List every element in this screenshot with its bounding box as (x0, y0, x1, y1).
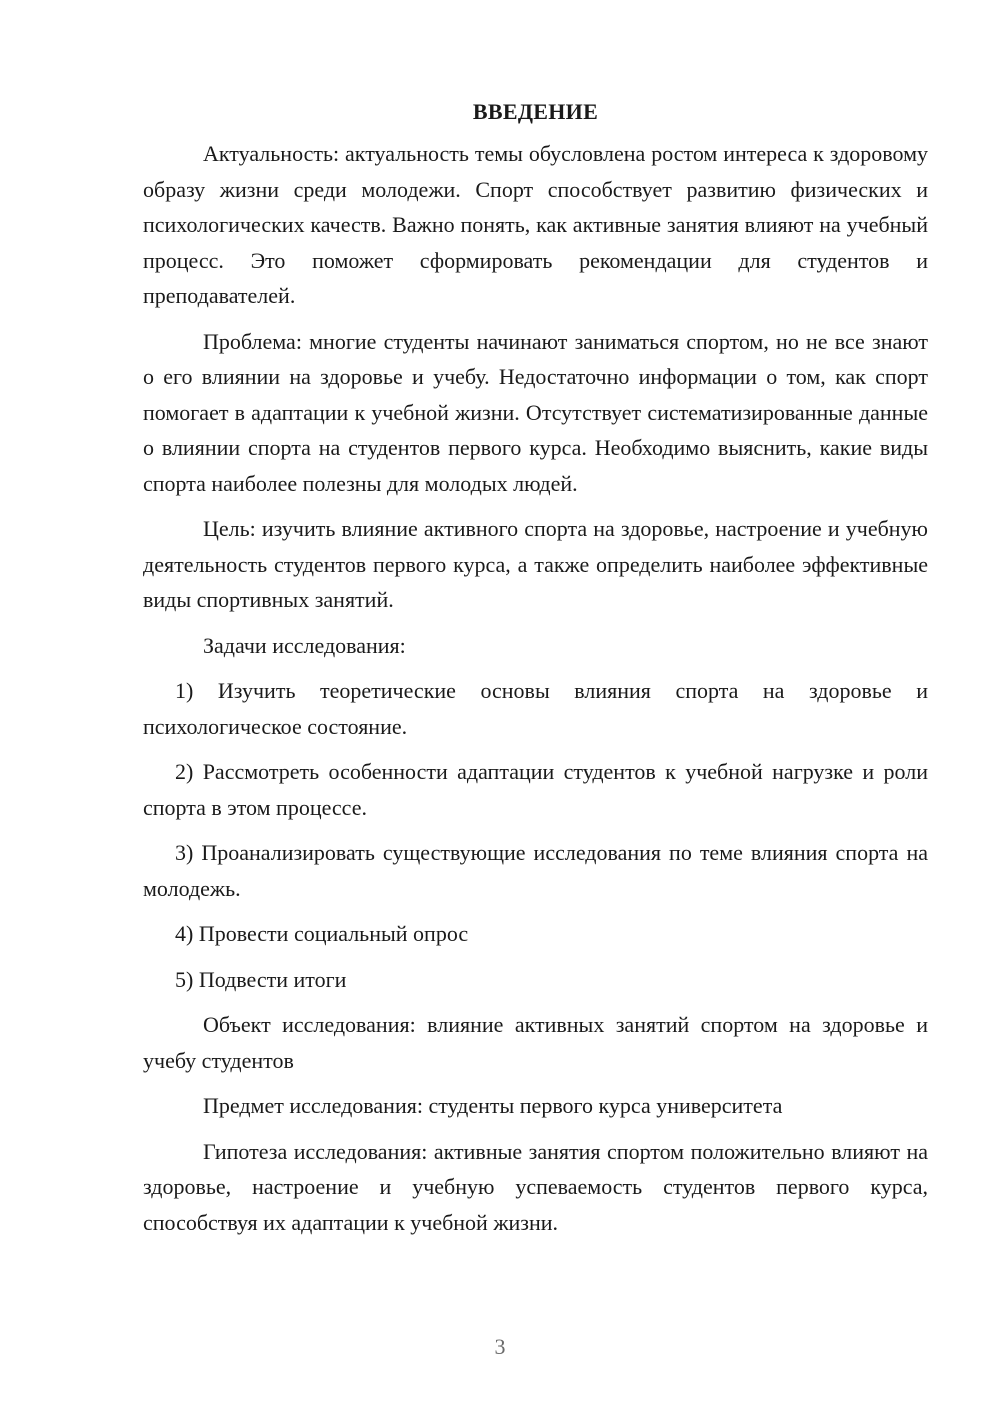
task-item-3: 3) Проанализировать существующие исследования по теме влияния спорта на молодежь. (143, 840, 928, 901)
page-number: 3 (494, 1334, 506, 1359)
task-item-1: 1) Изучить теоретические основы влияния спорта на здоровье и психологическое состояние. (143, 678, 928, 739)
section-heading: ВВЕДЕНИЕ (472, 99, 599, 124)
paragraph-object: Объект исследования: влияние активных занятий спортом на здоровье и учебу студентов (143, 1012, 928, 1073)
paragraph-tasks-heading: Задачи исследования: (203, 632, 406, 658)
task-item-5: 5) Подвести итоги (175, 966, 347, 992)
document-body (143, 96, 928, 1250)
paragraph-goal: Цель: изучить влияние активного спорта на здоровье, настроение и учебную деятельность студентов первого курса, а также определить наиболее эффективные виды спортивных занятий. (143, 516, 928, 612)
paragraph-subject: Предмет исследования: студенты первого курса университета (203, 1093, 783, 1118)
paragraph-relevance: Актуальность: актуальность темы обусловлена ростом интереса к здоровому образу жизни среди молодежи. Спорт способствует развитию физических и психологических качеств. Важно понять, как активные занятия влияют на учебный процесс. Это поможет сформировать рекомендации для студентов и преподавателей. (143, 141, 928, 308)
task-item-2: 2) Рассмотреть особенности адаптации студентов к учебной нагрузке и роли спорта в этом процессе. (143, 759, 928, 820)
task-item-4: 4) Провести социальный опрос (175, 921, 469, 946)
paragraph-problem: Проблема: многие студенты начинают заниматься спортом, но не все знают о его влиянии на здоровье и учебу. Недостаточно информации о том, как спорт помогает в адаптации к учебной жизни. Отсутствует систематизированные данные о влиянии спорта на студентов первого курса. Необходимо выяснить, какие виды спорта наиболее полезны для молодых людей. (143, 328, 928, 496)
paragraph-hypothesis: Гипотеза исследования: активные занятия спортом положительно влияют на здоровье, настроение и учебную успеваемость студентов первого курса, способствуя их адаптации к учебной жизни. (143, 1138, 928, 1235)
